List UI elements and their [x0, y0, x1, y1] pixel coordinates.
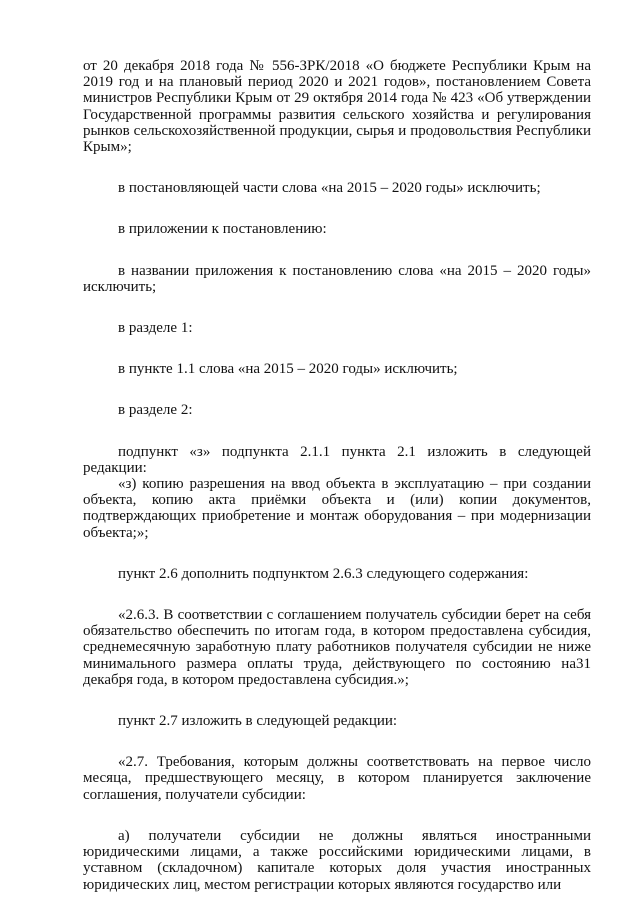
paragraph-annex: в приложении к постановлению: [118, 221, 327, 238]
paragraph-subitem-z: подпункт «з» подпункта 2.1.1 пункта 2.1 изложить в следующей редакции: [83, 443, 591, 476]
paragraph-item-2-6: пункт 2.6 дополнить подпунктом 2.6.3 следующего содержания: [118, 565, 529, 582]
paragraph-intro: от 20 декабря 2018 года № 556-ЗРК/2018 «О бюджете Республики Крым на 2019 год и на плановый период 2020 и 2021 годов», постановлением Совета министров Республики Крым от 29 октября 2014 года № 423 «Об утверждении Государственной программы развития сельского хозяйства и регулирования рынков сельскохозяйственной продукции, сырья и продовольствия Республики Крым»; [83, 58, 591, 156]
paragraph-subitem-a: а) получатели субсидии не должны являться иностранными юридическими лицами, а также российскими юридическими лицами, в уставном (складочном) капитале которых доля участия иностранных юридических лиц, местом регистрации которых являются государство или [83, 827, 591, 893]
paragraph-section-2: в разделе 2: [118, 402, 193, 419]
paragraph-item-1-1: в пункте 1.1 слова «на 2015 – 2020 годы» исключить; [118, 361, 458, 378]
document-body [83, 58, 591, 893]
paragraph-operative-part: в постановляющей части слова «на 2015 – 2020 годы» исключить; [118, 180, 541, 197]
paragraph-item-2-6-3: «2.6.3. В соответствии с соглашением получатель субсидии берет на себя обязательство обеспечить по итогам года, в котором предоставлена субсидия, среднемесячную заработную плату работников получателя субсидии не ниже минимального размера оплаты труда, действующего по состоянию на31 декабря года, в котором предоставлена субсидия.»; [83, 607, 591, 688]
paragraph-item-2-7-text: «2.7. Требования, которым должны соответствовать на первое число месяца, предшествующего месяцу, в котором планируется заключение соглашения, получатели субсидии: [83, 754, 591, 803]
paragraph-annex-title: в названии приложения к постановлению слова «на 2015 – 2020 годы» исключить; [83, 262, 591, 295]
paragraph-section-1: в разделе 1: [118, 320, 193, 337]
paragraph-subitem-z-text: «з) копию разрешения на ввод объекта в эксплуатацию – при создании объекта, копию акта приёмки объекта и (или) копии документов, подтверждающих приобретение и монтаж оборудования – при модернизации объекта;»; [83, 476, 591, 541]
paragraph-item-2-7: пункт 2.7 изложить в следующей редакции: [118, 713, 398, 730]
